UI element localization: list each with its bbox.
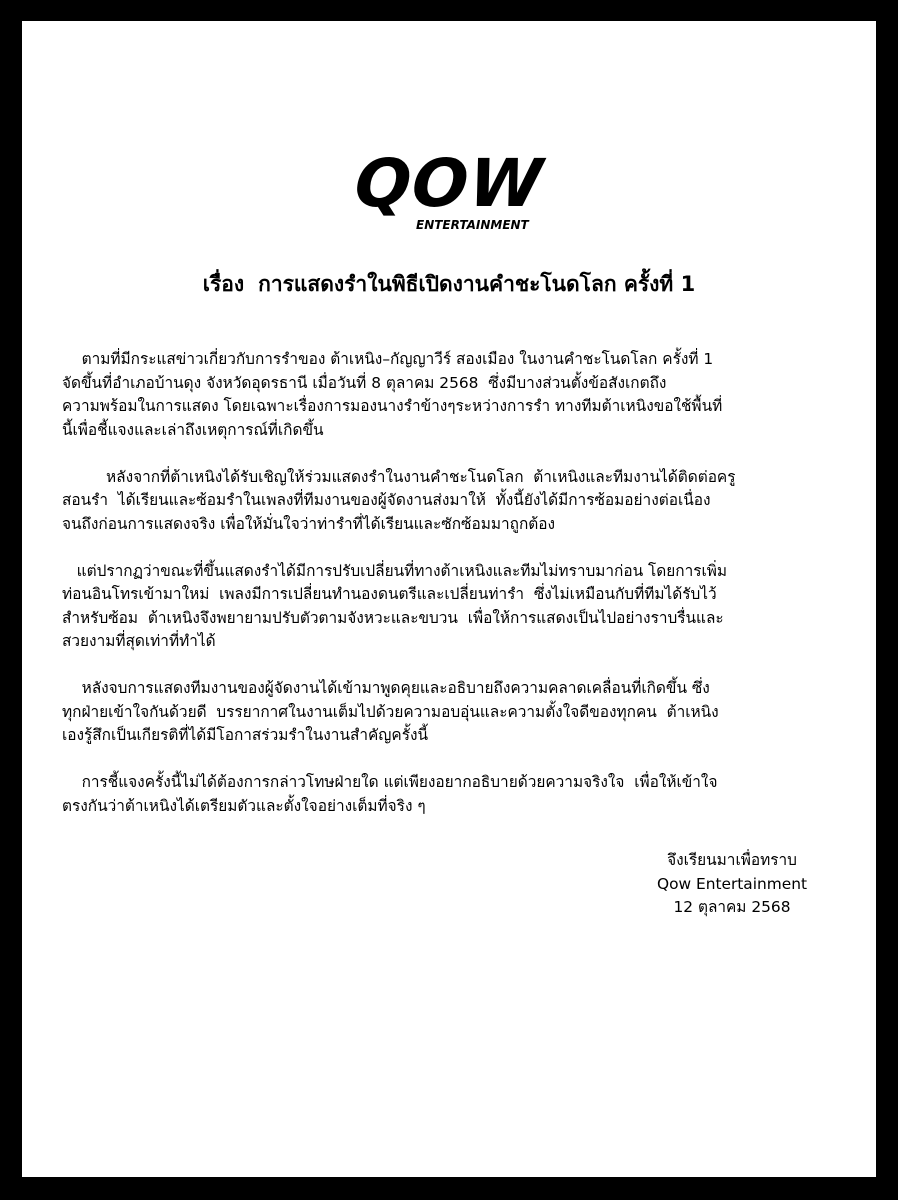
paragraph-line: หลังจบการแสดงทีมงานของผู้จัดงานได้เข้ามาพูดคุยและอธิบายถึงความคลาดเคลื่อนที่เกิดขึ้น ซึ่ง [62, 679, 710, 697]
subject-label: เรื่อง [202, 272, 245, 296]
paragraph-line: หลังจากที่ต้าเหนิงได้รับเชิญให้ร่วมแสดงรำในงานคำชะโนดโลก ต้าเหนิงและทีมงานได้ติดต่อครู [62, 467, 736, 486]
paragraph-line: ท่อนอินโทรเข้ามาใหม่ เพลงมีการเปลี่ยนทำนองดนตรีและเปลี่ยนท่ารำ ซึ่งไม่เหมือนกับที่ทีมได้รับไว้ [62, 585, 717, 603]
paragraph-line: ทุกฝ่ายเข้าใจกันด้วยดี บรรยากาศในงานเต็มไปด้วยความอบอุ่นและความตั้งใจดีของทุกคน ต้าเหนิง [62, 702, 719, 721]
paragraph-line: สวยงามที่สุดเท่าที่ทำได้ [62, 632, 216, 650]
letter-body [62, 348, 842, 842]
paragraph-line: นี้เพื่อชี้แจงและเล่าถึงเหตุการณ์ที่เกิดขึ้น [62, 420, 324, 439]
closing-company: Qow Entertainment [656, 874, 808, 893]
logo-wordmark: QOW [352, 145, 546, 222]
subject-heading [22, 269, 876, 299]
closing-phrase: จึงเรียนมาเพื่อทราบ [667, 851, 797, 869]
paragraph-line: ตามที่มีกระแสข่าวเกี่ยวกับการรำของ ต้าเหนิง–กัญญาวีร์ สองเมือง ในงานคำชะโนดโลก ครั้งที่ 1 [62, 350, 714, 368]
paragraph-line: สำหรับซ้อม ต้าเหนิงจึงพยายามปรับตัวตามจังหวะและขบวน เพื่อให้การแสดงเป็นไปอย่างราบรื่นและ [62, 608, 724, 627]
paragraph-5 [62, 771, 842, 818]
letter-closing [632, 849, 832, 920]
company-logo [22, 145, 876, 232]
paragraph-line: เองรู้สึกเป็นเกียรติที่ได้มีโอกาสร่วมรำในงานสำคัญครั้งนี้ [62, 726, 429, 744]
paragraph-line: จัดขึ้นที่อำเภอบ้านดุง จังหวัดอุดรธานี เมื่อวันที่ 8 ตุลาคม 2568 ซึ่งมีบางส่วนตั้งข้อสังเกตถึง [62, 373, 667, 392]
paragraph-2 [62, 466, 842, 537]
paragraph-line: สอนรำ ได้เรียนและซ้อมรำในเพลงที่ทีมงานของผู้จัดงานส่งมาให้ ทั้งนี้ยังได้มีการซ้อมอย่างต่อเนื่อง [62, 491, 711, 509]
paragraph-line: การชี้แจงครั้งนี้ไม่ได้ต้องการกล่าวโทษฝ่ายใด แต่เพียงอยากอธิบายด้วยความจริงใจ เพื่อให้เข้าใจ [62, 773, 718, 791]
paragraph-line: ความพร้อมในการแสดง โดยเฉพาะเรื่องการมองนางรำข้างๆระหว่างการรำ ทางทีมต้าเหนิงขอใช้พื้นที่ [62, 397, 723, 415]
paragraph-line: จนถึงก่อนการแสดงจริง เพื่อให้มั่นใจว่าท่ารำที่ได้เรียนและซักซ้อมมาถูกต้อง [62, 514, 556, 533]
closing-date: 12 ตุลาคม 2568 [673, 898, 791, 916]
paragraph-3 [62, 560, 842, 654]
paragraph-line: ตรงกันว่าต้าเหนิงได้เตรียมตัวและตั้งใจอย่างเต็มที่จริง ๆ [62, 796, 426, 815]
letter-paper [22, 21, 876, 1177]
paragraph-1 [62, 348, 842, 442]
paragraph-4 [62, 677, 842, 748]
logo-subtitle: ENTERTAINMENT [416, 218, 529, 232]
subject-title: การแสดงรำในพิธีเปิดงานคำชะโนดโลก ครั้งที่ 1 [258, 272, 696, 296]
paragraph-line: แต่ปรากฏว่าขณะที่ขึ้นแสดงรำได้มีการปรับเปลี่ยนที่ทางต้าเหนิงและทีมไม่ทราบมาก่อน โดยการเพิ่ม [62, 561, 728, 580]
